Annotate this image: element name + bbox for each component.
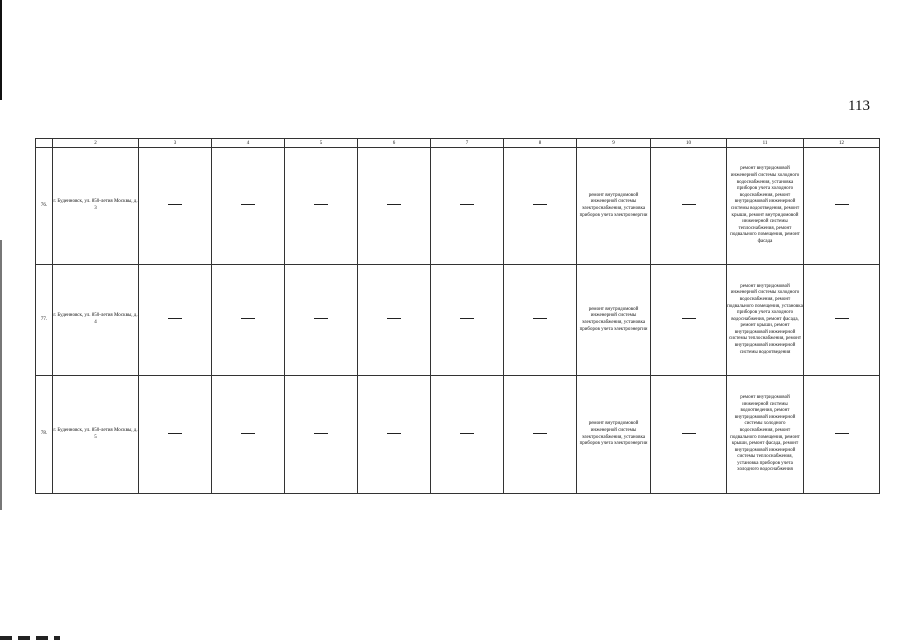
scan-footer-mark — [0, 636, 60, 640]
address-cell: г. Буденновск, ул. 850-летия Москвы, д. 5 — [53, 376, 139, 494]
dash-mark — [533, 433, 547, 434]
header-cell: 11 — [727, 139, 804, 148]
address-cell: г. Буденновск, ул. 850-летия Москвы, д. 4 — [53, 265, 139, 376]
row-number: 78. — [36, 376, 53, 494]
dash-cell — [285, 376, 358, 494]
header-row — [36, 139, 880, 148]
dash-cell — [651, 376, 727, 494]
dash-cell — [139, 148, 212, 265]
dash-mark — [314, 433, 328, 434]
table-row — [36, 148, 880, 265]
work-description-cell: ремонт внутридомовой инженерной системы электроснабжения, установка приборов учета электроэнергии — [577, 376, 651, 494]
row-number: 77. — [36, 265, 53, 376]
table-row — [36, 376, 880, 494]
header-cell: 5 — [285, 139, 358, 148]
dash-mark — [533, 204, 547, 205]
dash-cell — [804, 265, 880, 376]
header-cell: 6 — [358, 139, 431, 148]
dash-mark — [387, 204, 401, 205]
dash-mark — [835, 433, 849, 434]
dash-cell — [504, 148, 577, 265]
dash-mark — [460, 204, 474, 205]
dash-cell — [504, 376, 577, 494]
dash-mark — [682, 318, 696, 319]
dash-cell — [431, 265, 504, 376]
repair-table — [35, 138, 880, 494]
dash-mark — [241, 318, 255, 319]
work-description-cell: ремонт внутридомовой инженерной системы водоотведения, ремонт внутридомовой инженерной системы холодного водоснабжения, ремонт подвального помещения, ремонт крыши, ремонт фасада, ремонт внутридомовой инженерной системы теплоснабжения, установка приборов учета холодного водоснабжения — [727, 376, 804, 494]
dash-mark — [682, 204, 696, 205]
scan-edge-mark — [0, 0, 2, 100]
dash-cell — [285, 265, 358, 376]
table-row — [36, 265, 880, 376]
dash-cell — [139, 265, 212, 376]
dash-mark — [682, 433, 696, 434]
dash-mark — [460, 318, 474, 319]
dash-mark — [314, 318, 328, 319]
scan-edge-mark — [0, 240, 2, 510]
row-number: 76. — [36, 148, 53, 265]
dash-mark — [314, 204, 328, 205]
dash-mark — [533, 318, 547, 319]
header-cell: 7 — [431, 139, 504, 148]
dash-cell — [804, 376, 880, 494]
dash-mark — [460, 433, 474, 434]
dash-cell — [804, 148, 880, 265]
dash-mark — [241, 204, 255, 205]
dash-cell — [431, 376, 504, 494]
header-cell — [36, 139, 53, 148]
dash-cell — [504, 265, 577, 376]
dash-cell — [651, 265, 727, 376]
dash-cell — [431, 148, 504, 265]
header-cell: 3 — [139, 139, 212, 148]
dash-cell — [358, 265, 431, 376]
dash-cell — [651, 148, 727, 265]
page-number: 113 — [848, 98, 870, 114]
dash-cell — [212, 376, 285, 494]
dash-cell — [212, 148, 285, 265]
header-cell: 12 — [804, 139, 880, 148]
dash-mark — [835, 318, 849, 319]
work-description-cell: ремонт внутридомовой инженерной системы холодного водоснабжения, ремонт подвального помещения, установка приборов учета холодного водоснабжения, ремонт фасада, ремонт крыши, ремонт внутридомовой инженерной системы теплоснабжения, ремонт внутридомовой инженерной системы водоотведения — [727, 265, 804, 376]
dash-mark — [168, 318, 182, 319]
dash-mark — [835, 204, 849, 205]
dash-mark — [241, 433, 255, 434]
header-cell: 4 — [212, 139, 285, 148]
header-cell: 8 — [504, 139, 577, 148]
dash-cell — [358, 148, 431, 265]
dash-mark — [387, 318, 401, 319]
dash-cell — [212, 265, 285, 376]
work-description-cell: ремонт внутридомовой инженерной системы электроснабжения, установка приборов учета электроэнергии — [577, 265, 651, 376]
work-description-cell: ремонт внутридомовой инженерной системы электроснабжения, установка приборов учета электроэнергии — [577, 148, 651, 265]
dash-mark — [168, 204, 182, 205]
dash-mark — [168, 433, 182, 434]
dash-cell — [139, 376, 212, 494]
work-description-cell: ремонт внутридомовой инженерной системы холодного водоснабжения, установка приборов учета холодного водоснабжения, ремонт внутридомовой инженерной системы водоотведения, ремонт крыши, ремонт внутридомовой инженерной системы теплоснабжения, ремонт подвального помещения, ремонт фасада — [727, 148, 804, 265]
dash-cell — [358, 376, 431, 494]
address-cell: г. Буденновск, ул. 850-летия Москвы, д. 3 — [53, 148, 139, 265]
dash-cell — [285, 148, 358, 265]
header-cell: 9 — [577, 139, 651, 148]
header-cell: 10 — [651, 139, 727, 148]
dash-mark — [387, 433, 401, 434]
header-cell: 2 — [53, 139, 139, 148]
